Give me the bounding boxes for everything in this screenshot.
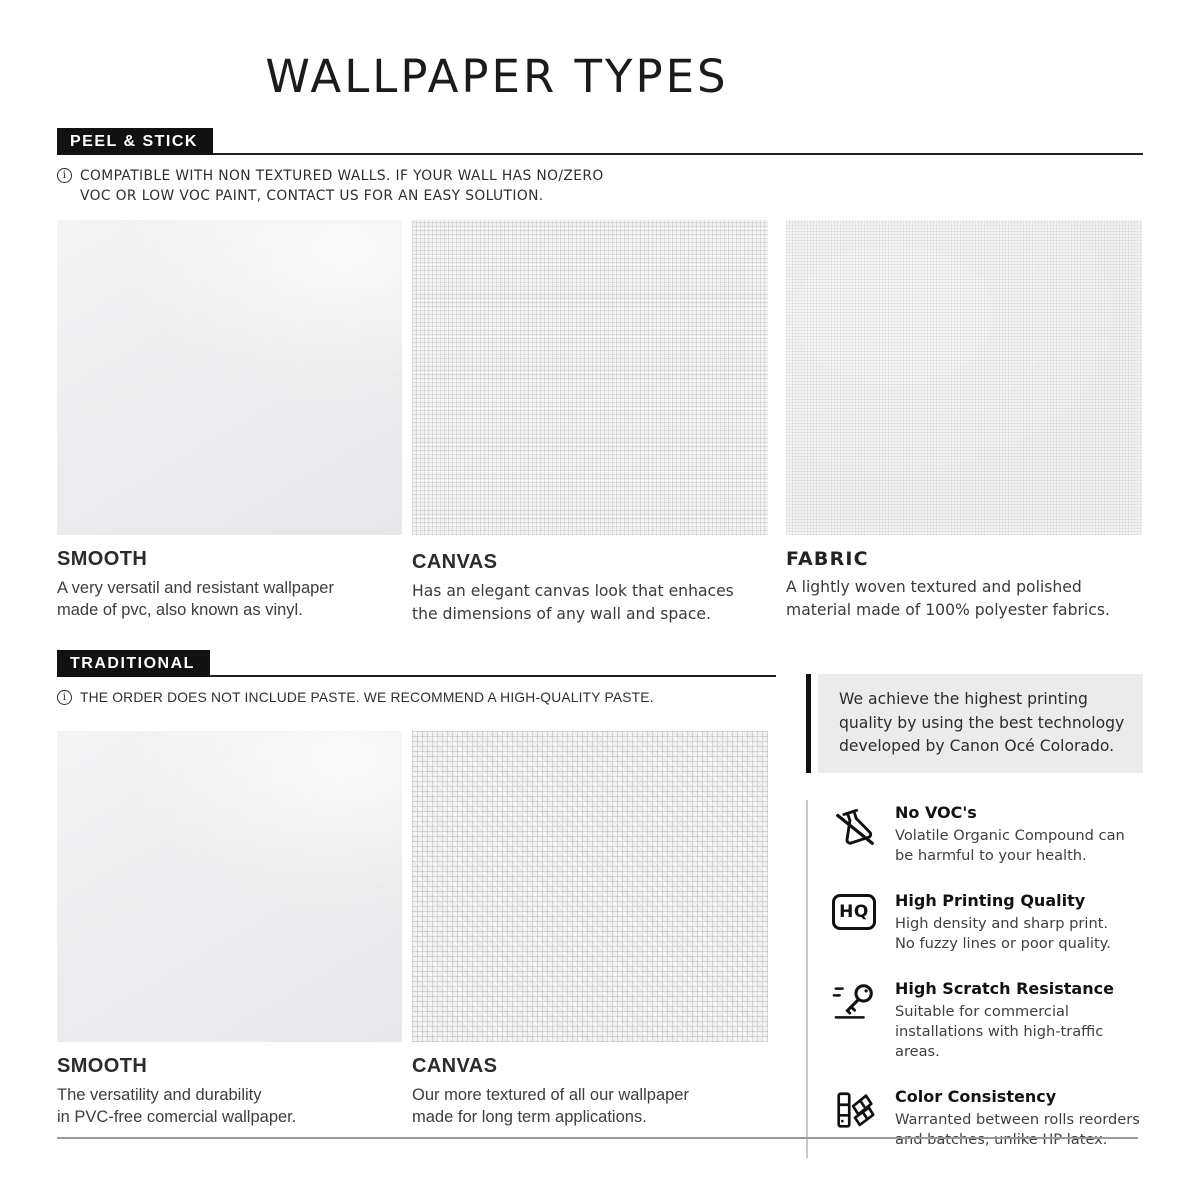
printing-quality-callout — [806, 674, 1143, 773]
note-line-2: VOC OR LOW VOC PAINT, CONTACT US FOR AN EASY SOLUTION. — [80, 188, 544, 204]
desc-line-1: A very versatil and resistant wallpaper — [57, 579, 334, 597]
desc-line-2: in PVC-free comercial wallpaper. — [57, 1108, 297, 1126]
feature-text — [895, 1087, 1140, 1150]
feature-high-scratch-resistance — [832, 979, 1143, 1062]
note-text — [80, 166, 757, 206]
fabric-texture-image — [786, 220, 1142, 535]
feature-title: Color Consistency — [895, 1086, 1057, 1106]
info-glyph: i — [62, 169, 67, 181]
swatch-card-traditional-canvas — [412, 731, 768, 1128]
feature-title: No VOC's — [895, 802, 977, 822]
feature-text — [895, 891, 1111, 954]
desc-line-2: material made of 100% polyester fabrics. — [786, 600, 1110, 619]
desc-line-2: the dimensions of any wall and space. — [412, 604, 711, 623]
swatch-description — [57, 577, 402, 621]
feature-description — [895, 1110, 1140, 1150]
feature-color-consistency — [832, 1087, 1143, 1150]
callout-line-2: quality by using the best technology — [839, 713, 1125, 732]
key-scratch-icon — [832, 979, 878, 1062]
swatch-description — [786, 576, 1142, 621]
feature-title: High Scratch Resistance — [895, 978, 1114, 998]
footer-divider — [57, 1137, 1138, 1139]
desc-line-1: Our more textured of all our wallpaper — [412, 1086, 689, 1104]
callout-line-1: We achieve the highest printing — [839, 690, 1088, 708]
color-swatches-icon — [832, 1087, 878, 1150]
swatch-card-peel-smooth — [57, 220, 402, 621]
feature-description — [895, 914, 1111, 954]
traditional-badge: TRADITIONAL — [57, 650, 210, 677]
note-line-1: THE ORDER DOES NOT INCLUDE PASTE. WE RECOMMEND A HIGH-QUALITY PASTE. — [80, 690, 654, 705]
info-icon — [57, 168, 72, 183]
callout-text — [818, 674, 1143, 773]
feature-description — [895, 826, 1125, 866]
canvas-texture-image — [412, 220, 768, 535]
swatch-name: CANVAS — [412, 1055, 498, 1077]
info-glyph: i — [62, 691, 67, 703]
feature-desc-line-2: installations with high-traffic areas. — [895, 1022, 1104, 1060]
page-title: WALLPAPER TYPES — [265, 50, 729, 103]
swatch-name: SMOOTH — [57, 1055, 148, 1077]
swatch-name: FABRIC — [786, 548, 869, 570]
feature-text — [895, 979, 1143, 1062]
swatch-name: SMOOTH — [57, 548, 148, 570]
feature-desc-line-2: be harmful to your health. — [895, 846, 1087, 864]
desc-line-1: The versatility and durability — [57, 1086, 262, 1104]
note-line-1: COMPATIBLE WITH NON TEXTURED WALLS. IF YOUR WALL HAS NO/ZERO — [80, 168, 604, 184]
swatch-card-traditional-smooth — [57, 731, 402, 1128]
feature-list — [806, 800, 1143, 1158]
desc-line-2: made for long term applications. — [412, 1108, 647, 1126]
desc-line-1: A lightly woven textured and polished — [786, 578, 1082, 596]
feature-desc-line-1: Warranted between rolls reorders — [895, 1110, 1140, 1128]
info-icon — [57, 690, 72, 705]
swatch-card-peel-fabric — [786, 220, 1142, 621]
desc-line-1: Has an elegant canvas look that enhaces — [412, 582, 734, 600]
feature-title: High Printing Quality — [895, 890, 1086, 910]
smooth-texture-image — [57, 731, 402, 1042]
feature-desc-line-1: High density and sharp print. — [895, 914, 1109, 932]
feature-desc-line-2: and batches, unlike HP latex. — [895, 1130, 1108, 1148]
swatch-description — [57, 1084, 402, 1128]
swatch-description — [412, 580, 768, 625]
swatch-card-peel-canvas — [412, 220, 768, 625]
canvas-texture-image — [412, 731, 768, 1042]
traditional-note — [57, 688, 777, 708]
feature-high-printing-quality — [832, 891, 1143, 954]
feature-no-voc — [832, 803, 1143, 866]
swatch-name: CANVAS — [412, 551, 498, 573]
hq-glyph: HQ — [839, 901, 869, 922]
printing-quality-sidebar — [806, 674, 1143, 1158]
peel-stick-section-rule — [57, 128, 1143, 155]
peel-stick-note — [57, 166, 757, 206]
note-text — [80, 688, 777, 708]
callout-accent-bar — [806, 674, 811, 773]
feature-description — [895, 1002, 1143, 1062]
hq-badge-icon — [832, 891, 878, 954]
feature-desc-line-2: No fuzzy lines or poor quality. — [895, 934, 1111, 952]
swatch-description — [412, 1084, 768, 1128]
feature-text — [895, 803, 1125, 866]
traditional-section-rule — [57, 650, 776, 677]
smooth-texture-image — [57, 220, 402, 535]
desc-line-2: made of pvc, also known as vinyl. — [57, 601, 303, 619]
no-voc-icon — [832, 803, 878, 866]
peel-stick-badge: PEEL & STICK — [57, 128, 213, 155]
feature-desc-line-1: Suitable for commercial — [895, 1002, 1069, 1020]
callout-line-3: developed by Canon Océ Colorado. — [839, 737, 1115, 755]
feature-desc-line-1: Volatile Organic Compound can — [895, 826, 1125, 844]
